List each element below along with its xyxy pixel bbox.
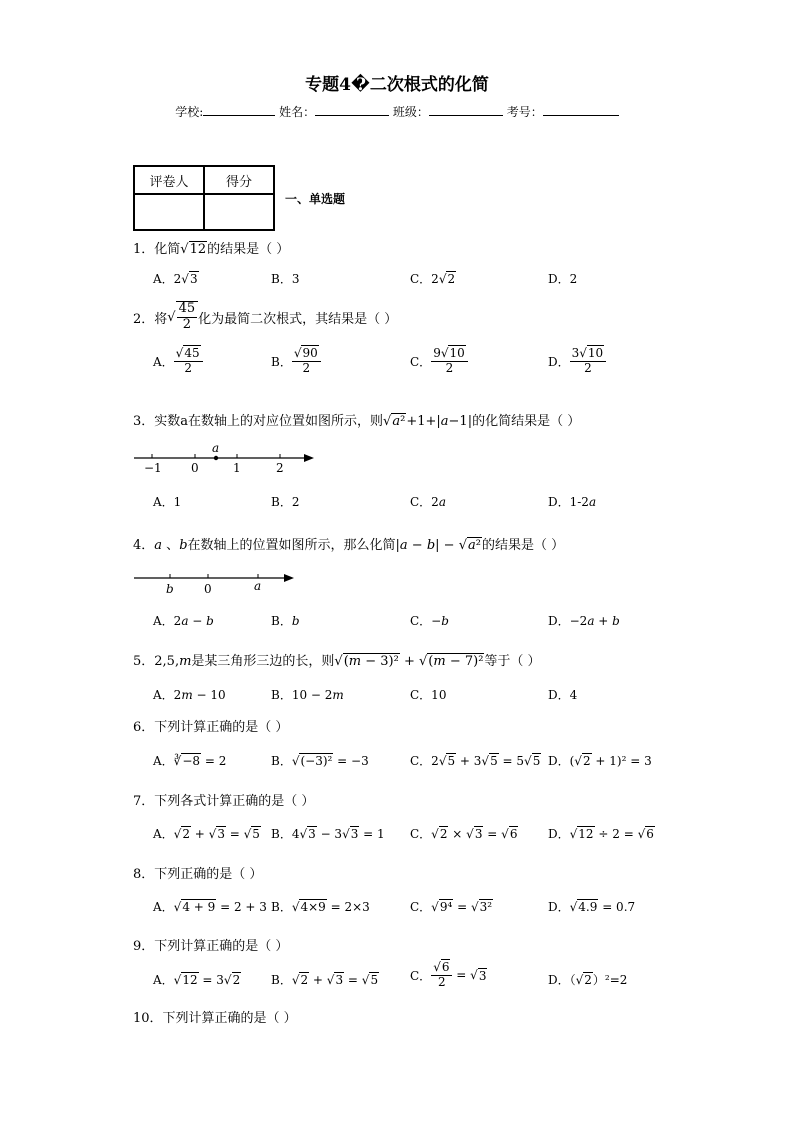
q6-option-b[interactable]: B．√(−3)² = −3 — [271, 754, 369, 768]
number-line-q4 — [130, 566, 300, 598]
question-9: 9．下列计算正确的是（ ） — [133, 939, 289, 954]
label-a: a — [254, 579, 262, 593]
q7-option-a[interactable]: A．√2 + √3 = √5 — [153, 827, 260, 841]
question-8: 8．下列正确的是（ ） — [133, 867, 263, 882]
tick-label: 1 — [233, 461, 241, 475]
q7-option-b[interactable]: B．4√3 − 3√3 = 1 — [271, 827, 385, 841]
exam-no-blank[interactable] — [543, 103, 619, 116]
score-header: 得分 — [204, 166, 274, 194]
q1-option-b[interactable]: B．3 — [271, 272, 300, 286]
score-cell[interactable] — [204, 194, 274, 230]
grader-cell[interactable] — [134, 194, 204, 230]
q8-option-b[interactable]: B．√4×9 = 2×3 — [271, 900, 370, 914]
question-1: 1．化简√12的结果是（ ） — [133, 242, 290, 257]
q1-option-d[interactable]: D．2 — [548, 272, 578, 286]
name-blank[interactable] — [315, 103, 389, 116]
q5-option-a[interactable]: A．2m − 10 — [153, 688, 226, 702]
q9-option-b[interactable]: B．√2 + √3 = √5 — [271, 973, 379, 987]
q2-option-d[interactable]: D． $\frac{3√10}{2}$ — [548, 347, 606, 376]
q2-option-c[interactable]: C． $\frac{9√10}{2}$ — [410, 347, 468, 376]
q4-option-c[interactable]: C．−b — [410, 614, 449, 628]
class-label: 班级： — [392, 105, 429, 119]
question-2: 2． 将 √ $\frac{45}{2}$ 化为最简二次根式，其结果是（ ） — [133, 301, 398, 332]
question-3: 3．实数a在数轴上的对应位置如图所示，则√a²+1+|a−1|的化简结果是（ ） — [133, 414, 581, 429]
question-7: 7．下列各式计算正确的是（ ） — [133, 794, 315, 809]
q4-option-d[interactable]: D．−2a + b — [548, 614, 620, 628]
q6-option-a[interactable]: A．∛−8 = 2 — [153, 754, 227, 768]
q2-option-a[interactable]: A． $\frac{√45}{2}$ — [153, 347, 203, 376]
exam-no-label: 考号： — [506, 105, 543, 119]
page-title: 专题4�二次根式的化简 — [305, 75, 489, 95]
tick-label: −1 — [144, 461, 162, 475]
section-title: 一、单选题 — [285, 192, 346, 206]
question-5: 5．2,5,m是某三角形三边的长，则√(m − 3)² + √(m − 7)²等于（ ） — [133, 654, 541, 669]
name-label: 姓名： — [279, 105, 316, 119]
point-a-label: a — [212, 441, 220, 455]
q8-option-d[interactable]: D．√4.9 = 0.7 — [548, 900, 636, 914]
q3-option-c[interactable]: C．2a — [410, 495, 446, 509]
q3-option-a[interactable]: A．1 — [153, 495, 182, 509]
q3-option-d[interactable]: D．1-2a — [548, 495, 597, 509]
q7-option-c[interactable]: C．√2 × √3 = √6 — [410, 827, 518, 841]
q1-option-a[interactable]: A．2√3 — [153, 272, 198, 286]
q8-option-c[interactable]: C．√9⁴ = √3² — [410, 900, 493, 914]
tick-label: 0 — [191, 461, 199, 475]
q5-option-c[interactable]: C．10 — [410, 688, 447, 702]
q1-option-c[interactable]: C．2√2 — [410, 272, 456, 286]
student-info-line — [0, 103, 794, 120]
q4-option-b[interactable]: B．b — [271, 614, 300, 628]
label-zero: 0 — [204, 582, 212, 596]
q4-option-a[interactable]: A．2a − b — [153, 614, 214, 628]
point-a — [214, 456, 218, 460]
tick-label: 2 — [276, 461, 284, 475]
q5-option-b[interactable]: B．10 − 2m — [271, 688, 344, 702]
school-label: 学校: — [175, 105, 204, 119]
question-4: 4．a 、b在数轴上的位置如图所示，那么化简|a − b| − √a²的结果是（ ） — [133, 538, 565, 553]
label-b: b — [166, 582, 174, 596]
question-6: 6．下列计算正确的是（ ） — [133, 720, 289, 735]
q3-option-b[interactable]: B．2 — [271, 495, 300, 509]
q6-option-d[interactable]: D．(√2 + 1)² = 3 — [548, 754, 652, 768]
q2-option-b[interactable]: B． $\frac{√90}{2}$ — [271, 347, 321, 376]
grader-header: 评卷人 — [134, 166, 204, 194]
number-line-q3 — [130, 440, 320, 476]
q9-option-a[interactable]: A．√12 = 3√2 — [153, 973, 241, 987]
school-blank[interactable] — [203, 103, 275, 116]
q7-option-d[interactable]: D．√12 ÷ 2 = √6 — [548, 827, 654, 841]
q6-option-c[interactable]: C．2√5 + 3√5 = 5√5 — [410, 754, 541, 768]
q5-option-d[interactable]: D．4 — [548, 688, 578, 702]
q9-option-c[interactable]: C． $\frac{√6}{2}$ = √ 3 — [410, 960, 487, 989]
score-table — [133, 165, 275, 231]
q9-option-d[interactable]: D．（√2）²=2 — [548, 973, 628, 987]
class-blank[interactable] — [429, 103, 503, 116]
q8-option-a[interactable]: A．√4 + 9 = 2 + 3 — [153, 900, 267, 914]
question-10: 10．下列计算正确的是（ ） — [133, 1011, 297, 1026]
